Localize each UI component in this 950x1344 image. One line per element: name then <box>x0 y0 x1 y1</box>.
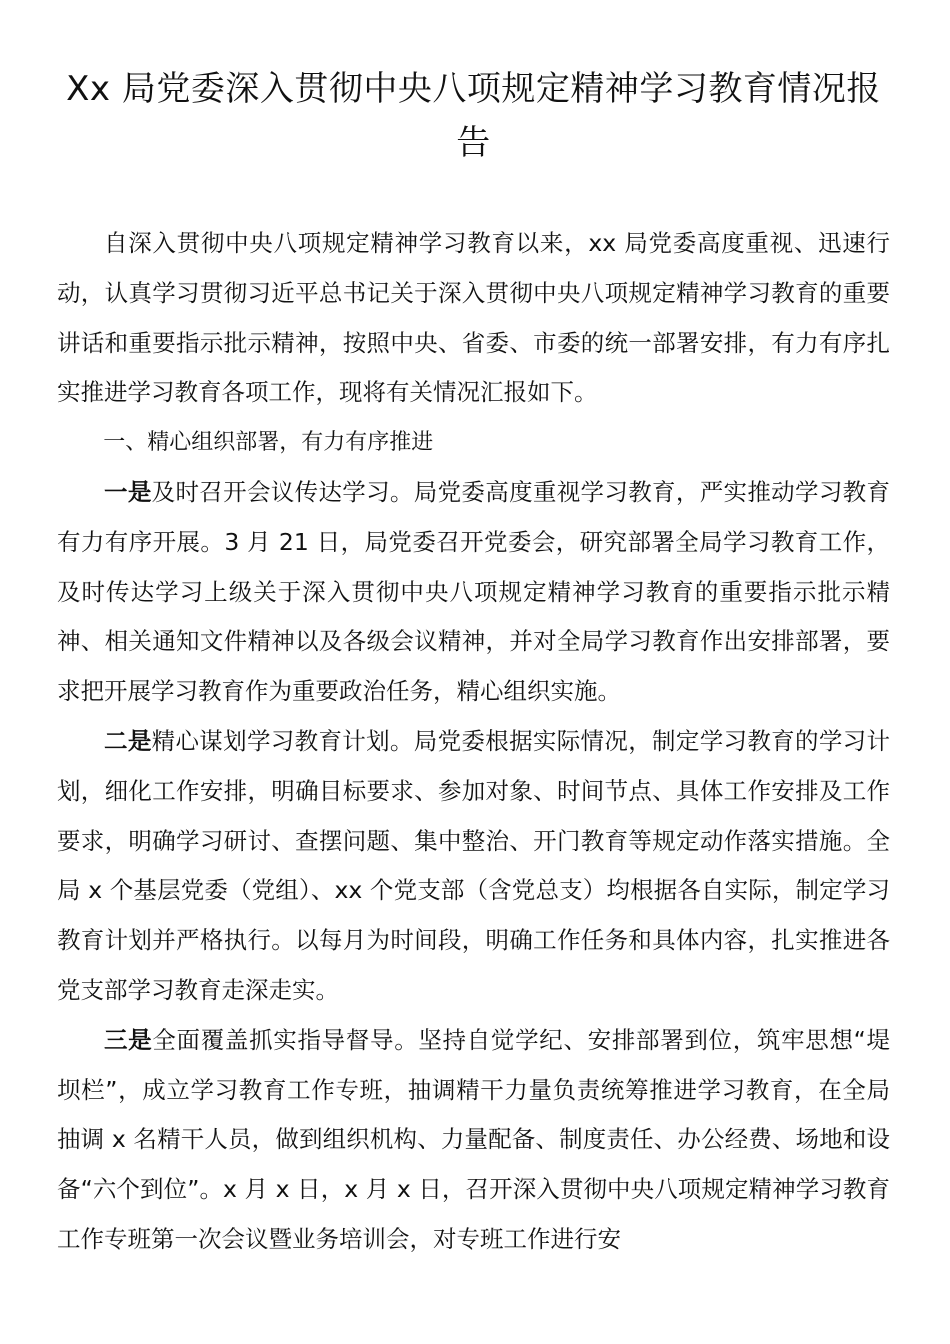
item-text: 精心谋划学习教育计划。局党委根据实际情况，制定学习教育的学习计划，细化工作安排，明确目标要求、参加对象、时间节点、具体工作安排及工作要求，明确学习研讨、查摆问题、集中整治、开门教育等规定动作落实措施。全局 x 个基层党委（党组）、xx 个党支部（含党总支）均根据各自实际，制定学习教育计划并严格执行。以每月为时间段，明确工作任务和具体内容，扎实推进各党支部学习教育走深走实。 <box>57 726 890 1004</box>
item-text: 全面覆盖抓实指导督导。坚持自觉学纪、安排部署到位，筑牢思想“堤坝栏”，成立学习教育工作专班，抽调精干力量负责统筹推进学习教育，在全局抽调 x 名精干人员，做到组织机构、力量配备、制度责任、办公经费、场地和设备“六个到位”。x 月 x 日，x 月 x 日，召开深入贯彻中央八项规定精神学习教育工作专班第一次会议暨业务培训会，对专班工作进行安 <box>57 1025 890 1253</box>
document-title: Xx 局党委深入贯彻中央八项规定精神学习教育情况报告 <box>66 69 881 163</box>
intro-paragraph: 自深入贯彻中央八项规定精神学习教育以来，xx 局党委高度重视、迅速行动，认真学习贯彻习近平总书记关于深入贯彻中央八项规定精神学习教育的重要讲话和重要指示批示精神，按照中央、省委、市委的统一部署安排，有力有序扎实推进学习教育各项工作，现将有关情况汇报如下。 <box>57 229 890 407</box>
item-lead: 一是 <box>104 477 152 506</box>
item-paragraph-1 <box>57 468 890 717</box>
document-body <box>57 219 890 1265</box>
item-text: 及时召开会议传达学习。局党委高度重视学习教育，严实推动学习教育有力有序开展。3 月 21 日，局党委召开党委会，研究部署全局学习教育工作，及时传达学习上级关于深入贯彻中央八项规定精神学习教育的重要指示批示精神、相关通知文件精神以及各级会议精神，并对全局学习教育作出安排部署，要求把开展学习教育作为重要政治任务，精心组织实施。 <box>57 477 890 706</box>
item-paragraph-2 <box>57 717 890 1016</box>
item-paragraph-3 <box>57 1016 890 1265</box>
item-lead: 三是 <box>104 1025 153 1054</box>
section-heading: 一、精心组织部署，有力有序推进 <box>103 430 434 456</box>
item-lead: 二是 <box>104 726 152 755</box>
